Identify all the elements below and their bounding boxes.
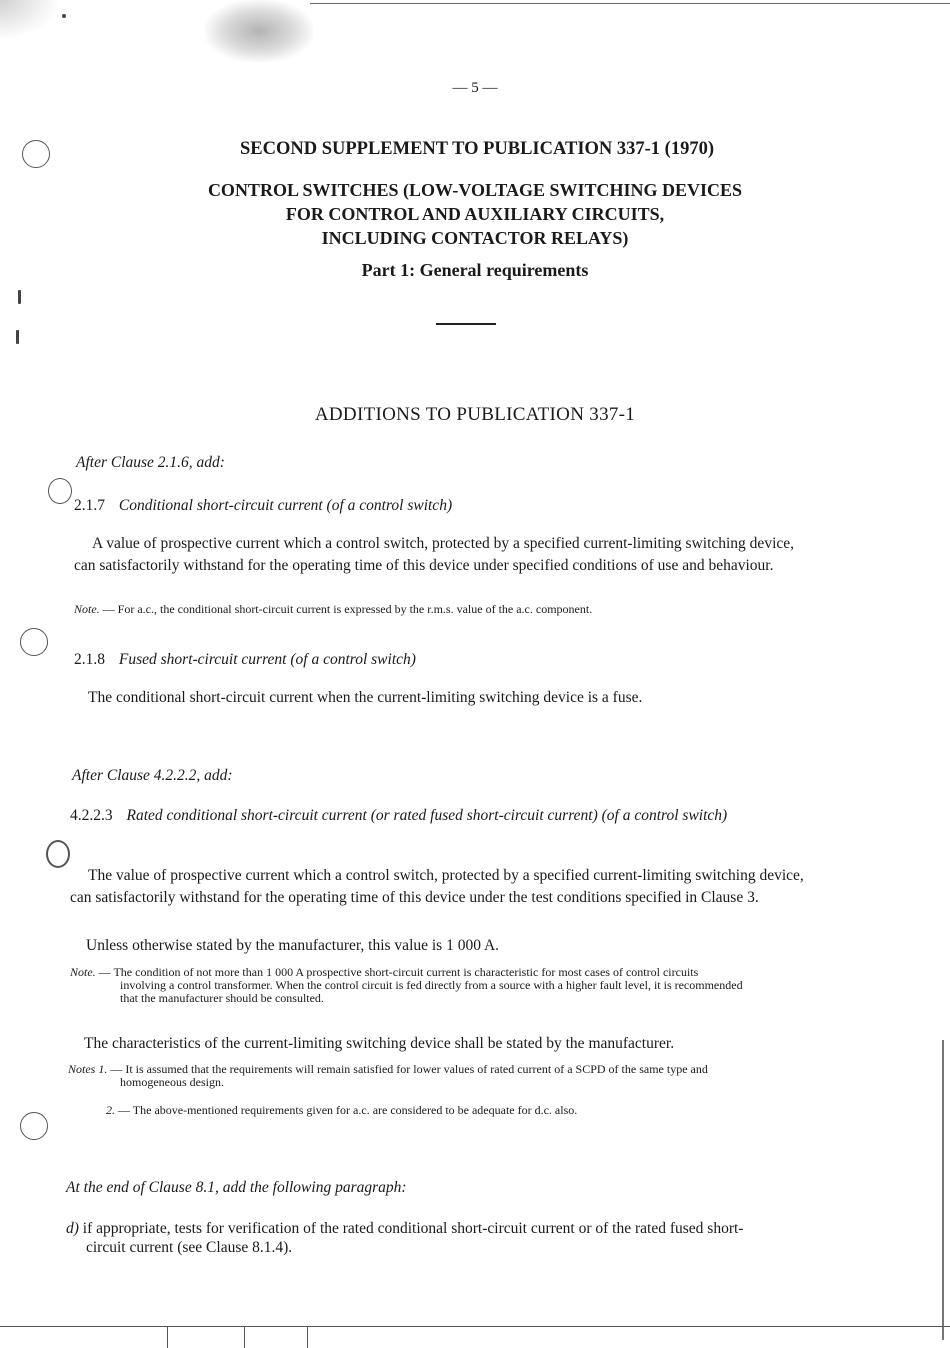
instruction-after-4-2-2-2: After Clause 4.2.2.2, add:: [72, 767, 233, 784]
note-line: involving a control transformer. When the control circuit is fed directly from a source with a higher fault level, it is recommended: [120, 978, 743, 992]
note-label: Note.: [70, 965, 96, 979]
notes-4-2-2-3: [68, 1063, 858, 1117]
clause-number: 2.1.8: [74, 651, 105, 668]
note-line: homogeneous design.: [120, 1075, 224, 1089]
speckle: [16, 330, 19, 344]
default-value-text: Unless otherwise stated by the manufacturer, this value is 1 000 A.: [86, 937, 500, 954]
notes-label: 2.: [106, 1103, 115, 1117]
note-text: — It is assumed that the requirements will remain satisfied for lower values of rated current of a SCPD of the same type and: [110, 1062, 708, 1076]
clause-number: 2.1.7: [74, 497, 105, 514]
clause-2-1-7-heading: [74, 496, 452, 515]
notes-label: Notes 1.: [68, 1062, 108, 1076]
clause-4-2-2-3-heading: [70, 806, 727, 825]
clause-4-2-2-3-text-line2: can satisfactorily withstand for the operating time of this device under the test conditions specified in Clause 3.: [70, 889, 759, 906]
list-item-d: [66, 1219, 743, 1238]
top-edge-line: [310, 3, 950, 4]
note-text: — The condition of not more than 1 000 A prospective short-circuit current is characteristic for most cases of control circuits: [98, 965, 699, 979]
note-line: that the manufacturer should be consulted.: [120, 991, 324, 1005]
punch-hole-icon: [46, 840, 70, 868]
note-2-1-7: [74, 603, 592, 616]
bottom-tab-divider: [167, 1326, 168, 1348]
note-label: Note.: [74, 602, 100, 616]
instruction-end-of-8-1: At the end of Clause 8.1, add the following paragraph:: [66, 1179, 407, 1196]
note-text: — For a.c., the conditional short-circuit current is expressed by the r.m.s. value of the a.c. component.: [102, 602, 593, 616]
clause-2-1-8-text: The conditional short-circuit current when the current-limiting switching device is a fuse.: [88, 689, 643, 706]
page-number: — 5 —: [452, 80, 498, 96]
document-title: SECOND SUPPLEMENT TO PUBLICATION 337-1 (1970): [239, 139, 715, 159]
punch-hole-icon: [48, 478, 72, 504]
clause-2-1-8-heading: [74, 650, 416, 669]
clause-4-2-2-3-text-line1: The value of prospective current which a control switch, protected by a specified current-limiting switching device,: [88, 867, 804, 884]
bottom-rule: [0, 1326, 950, 1327]
clause-number: 4.2.2.3: [70, 807, 113, 824]
punch-hole-icon: [20, 628, 48, 656]
note-line: [68, 1104, 858, 1117]
clause-title: Conditional short-circuit current (of a control switch): [118, 497, 453, 514]
document-subtitle-line2: FOR CONTROL AND AUXILIARY CIRCUITS,: [285, 204, 665, 224]
document-part: Part 1: General requirements: [361, 260, 589, 280]
item-label: d): [66, 1220, 79, 1237]
note-4-2-2-3: [70, 966, 850, 1005]
punch-hole-icon: [20, 1112, 48, 1140]
bottom-tab-divider: [244, 1326, 245, 1348]
clause-title: Fused short-circuit current (of a control switch): [118, 651, 416, 668]
clause-2-1-7-text-line2: can satisfactorily withstand for the operating time of this device under specified conditions of use and behaviour.: [74, 557, 774, 574]
clause-title: Rated conditional short-circuit current (or rated fused short-circuit current) (of a control switch): [126, 807, 728, 824]
clause-2-1-7-text-line1: A value of prospective current which a control switch, protected by a specified current-limiting switching device,: [92, 535, 795, 552]
right-edge-line: [942, 1040, 944, 1340]
bottom-tab-divider: [307, 1326, 308, 1348]
item-text: if appropriate, tests for verification of the rated conditional short-circuit current or of the rated fused short-: [82, 1220, 744, 1237]
speckle: [18, 290, 21, 304]
instruction-after-2-1-6: After Clause 2.1.6, add:: [76, 454, 225, 471]
document-subtitle-line1: CONTROL SWITCHES (LOW-VOLTAGE SWITCHING DEVICES: [207, 180, 743, 200]
scan-smudge-top: [205, 0, 313, 62]
list-item-d-line2: circuit current (see Clause 8.1.4).: [86, 1239, 293, 1256]
scan-smudge-corner: [0, 0, 60, 40]
speckle: [62, 14, 66, 18]
document-subtitle-line3: INCLUDING CONTACTOR RELAYS): [321, 228, 629, 248]
section-title: ADDITIONS TO PUBLICATION 337-1: [314, 404, 636, 425]
header-divider: [436, 323, 496, 325]
characteristics-text: The characteristics of the current-limiting switching device shall be stated by the manufacturer.: [84, 1035, 675, 1052]
note-text: — The above-mentioned requirements given for a.c. are considered to be adequate for d.c. also.: [118, 1103, 578, 1117]
